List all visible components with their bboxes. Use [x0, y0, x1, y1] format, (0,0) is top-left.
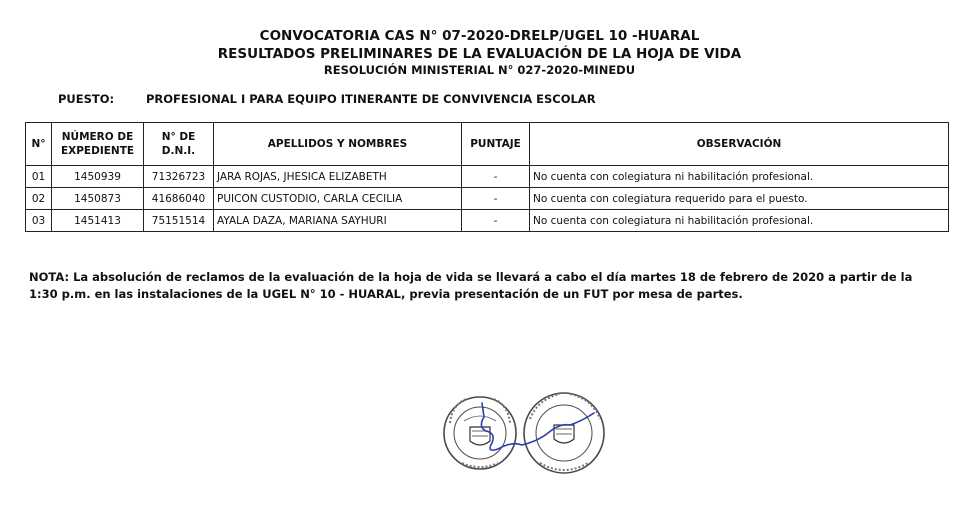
cell-observacion: No cuenta con colegiatura ni habilitación profesional.: [530, 166, 949, 188]
cell-observacion: No cuenta con colegiatura requerido para el puesto.: [530, 188, 949, 210]
cell-expediente: 1450873: [52, 188, 144, 210]
cell-num: 03: [26, 210, 52, 232]
puesto-line: [58, 92, 596, 106]
table-header-row: [26, 123, 949, 166]
col-header-num: N°: [26, 123, 52, 166]
cell-num: 02: [26, 188, 52, 210]
cell-num: 01: [26, 166, 52, 188]
col-header-nombres: APELLIDOS Y NOMBRES: [214, 123, 462, 166]
cell-dni: 75151514: [144, 210, 214, 232]
cell-nombres: JARA ROJAS, JHESICA ELIZABETH: [214, 166, 462, 188]
left-seal-stamp: [444, 397, 516, 469]
cell-dni: 41686040: [144, 188, 214, 210]
puesto-value: PROFESIONAL I PARA EQUIPO ITINERANTE DE CONVIVENCIA ESCOLAR: [146, 92, 596, 106]
cell-dni: 71326723: [144, 166, 214, 188]
document-title: CONVOCATORIA CAS N° 07-2020-DRELP/UGEL 10 -HUARAL: [259, 28, 700, 44]
cell-puntaje: -: [462, 210, 530, 232]
nota-paragraph: NOTA: La absolución de reclamos de la evaluación de la hoja de vida se llevará a cabo el día martes 18 de febrero de 2020 a partir de la 1:30 p.m. en las instalaciones de la UGEL N° 10 - HUARAL, previa presentación de un FUT por mesa de partes.: [29, 270, 913, 301]
cell-nombres: PUICON CUSTODIO, CARLA CECILIA: [214, 188, 462, 210]
cell-expediente: 1451413: [52, 210, 144, 232]
cell-puntaje: -: [462, 166, 530, 188]
cell-expediente: 1450939: [52, 166, 144, 188]
col-header-dni: N° DE D.N.I.: [144, 123, 214, 166]
table-row: [26, 188, 949, 210]
col-header-observacion: OBSERVACIÓN: [530, 123, 949, 166]
official-seals: [442, 383, 612, 483]
cell-nombres: AYALA DAZA, MARIANA SAYHURI: [214, 210, 462, 232]
col-header-expediente: NÚMERO DE EXPEDIENTE: [52, 123, 144, 166]
table-row: [26, 166, 949, 188]
cell-puntaje: -: [462, 188, 530, 210]
col-header-puntaje: PUNTAJE: [462, 123, 530, 166]
results-table: [25, 122, 949, 232]
document-subtitle: RESULTADOS PRELIMINARES DE LA EVALUACIÓN DE LA HOJA DE VIDA: [217, 46, 742, 62]
seal-stamps-graphic: [442, 383, 612, 483]
puesto-label: PUESTO:: [58, 92, 115, 106]
right-seal-stamp: [524, 393, 604, 473]
cell-observacion: No cuenta con colegiatura ni habilitación profesional.: [530, 210, 949, 232]
resolution-line: RESOLUCIÓN MINISTERIAL N° 027-2020-MINEDU: [323, 63, 636, 77]
table-row: [26, 210, 949, 232]
